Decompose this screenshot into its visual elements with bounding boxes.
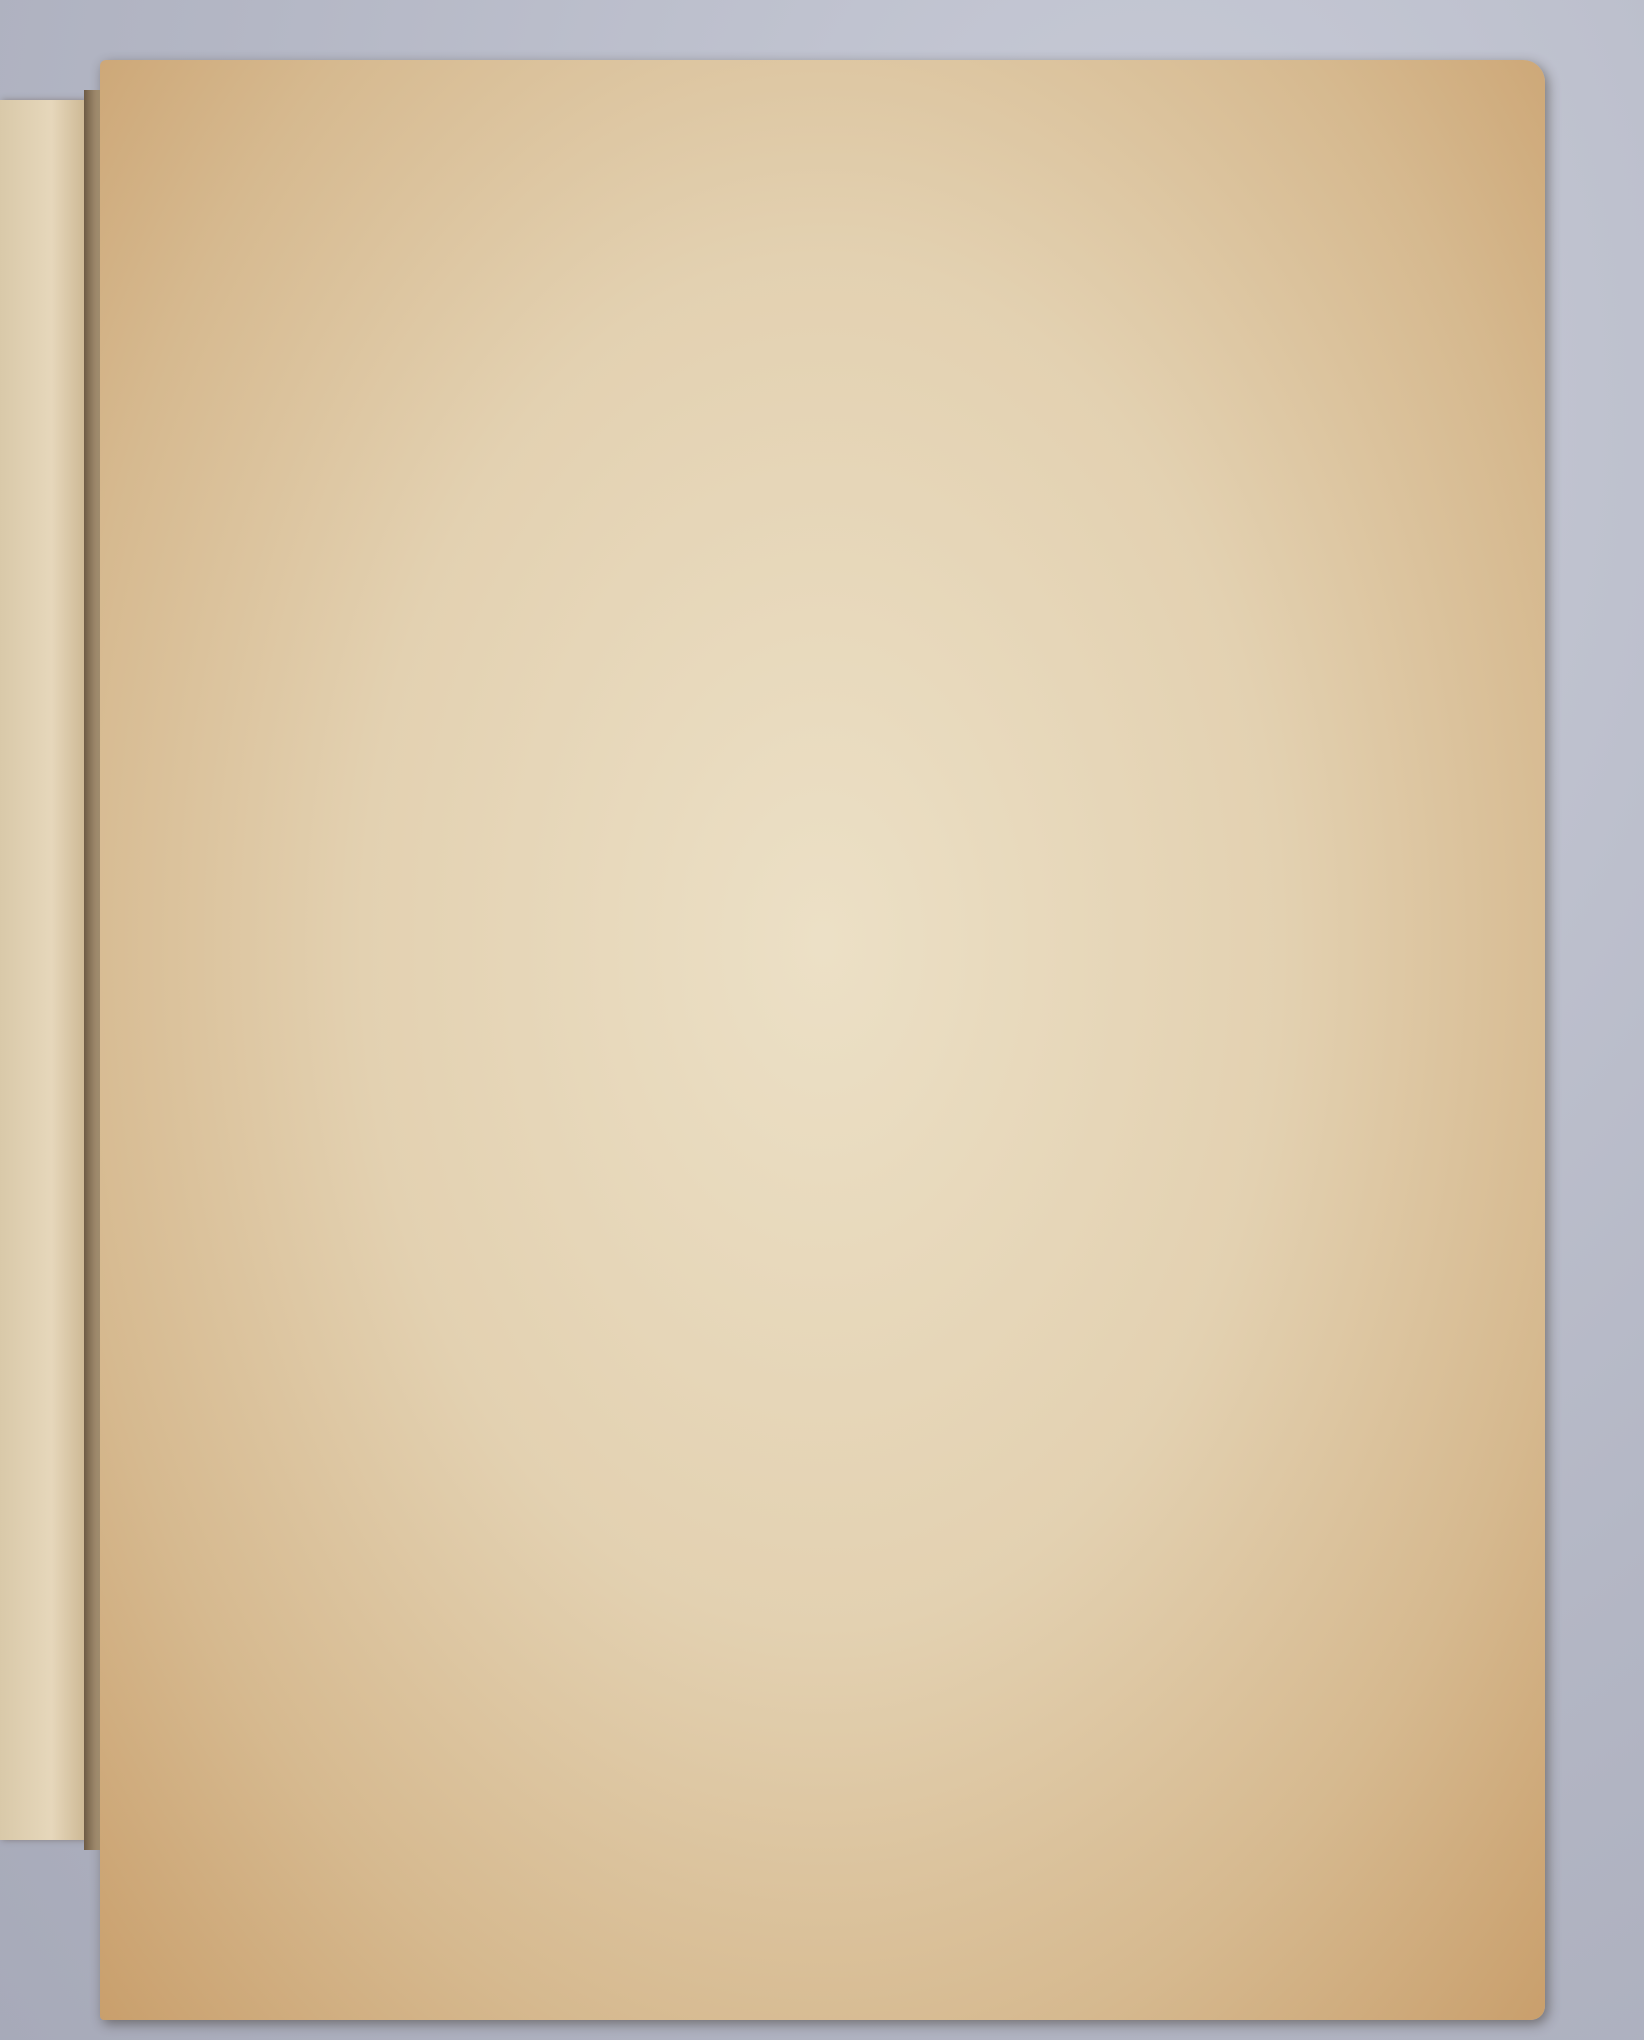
left-page-edge <box>0 100 86 1840</box>
book-page <box>100 60 1545 2020</box>
